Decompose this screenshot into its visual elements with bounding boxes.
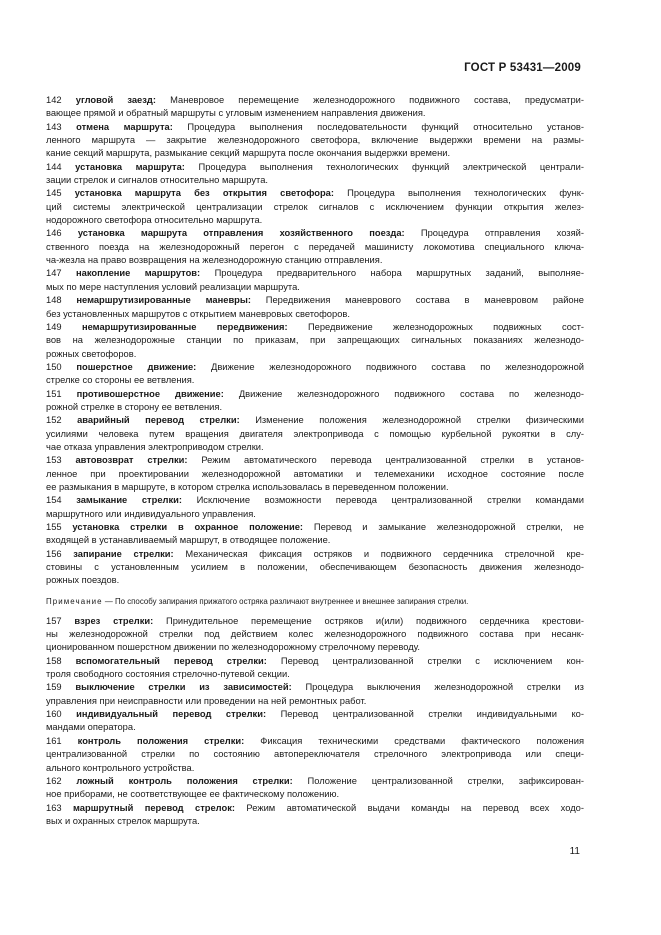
term-title: выключение стрелки из зависимостей:	[75, 682, 292, 693]
term-text: централизованной стрелки по состоянию автопереключателя стрелочного электропривода или специ-	[46, 749, 584, 760]
term-text: входящей в устанавливаемый маршрут, в отводящее положение.	[46, 535, 331, 546]
term-line	[46, 428, 584, 441]
term-text: Процедура предварительного набора маршрутных заданий, выполняе-	[214, 268, 584, 279]
term-line	[46, 548, 584, 561]
term-line	[46, 321, 584, 334]
term-line	[46, 161, 584, 174]
term-number: 149	[46, 321, 62, 332]
term-number: 154	[46, 495, 62, 506]
term-line	[46, 454, 584, 467]
term-title: накопление маршрутов:	[76, 268, 201, 279]
terms-group-1	[46, 94, 584, 588]
term-text: управления при неисправности или проведении на ней ремонтных работ.	[46, 695, 367, 706]
note	[46, 596, 584, 608]
term-text: вов на железнодорожные станции по приказам, при запрещающих сигнальных показаниях железнодо-	[46, 335, 584, 346]
term-entry	[46, 94, 584, 121]
term-line	[46, 748, 584, 761]
term-entry	[46, 454, 584, 494]
term-text: ное приборами, не соответствующее ее фактическому положению.	[46, 789, 340, 800]
term-text: рожных поездов.	[46, 575, 120, 586]
term-text: мандами оператора.	[46, 722, 136, 733]
term-text: Маневровое перемещение железнодорожного подвижного состава, предусматри-	[170, 95, 584, 105]
term-text: Режим автоматической выдачи команды на перевод всех ходо-	[246, 802, 584, 813]
term-line	[46, 695, 584, 708]
term-entry	[46, 655, 584, 682]
term-title: отмена маршрута:	[76, 121, 173, 132]
term-text: зации стрелок и сигналов относительно маршрута.	[46, 175, 269, 186]
term-text: ственного поезда на железнодорожный перегон с передачей машинисту локомотива специального ключа-	[46, 241, 584, 252]
term-text: мых по мере наступления условий реализации маршрута.	[46, 281, 300, 292]
term-line	[46, 388, 584, 401]
term-text: Принудительное перемещение остряков и(или) подвижного сердечника крестови-	[166, 615, 584, 626]
term-text: вых и охранных стрелок маршрута.	[46, 815, 200, 826]
terms-group-2	[46, 615, 584, 829]
term-number: 161	[46, 735, 62, 746]
term-text: Перевод централизованной стрелки индивидуальными ко-	[280, 709, 584, 720]
term-title: автовозврат стрелки:	[75, 455, 188, 466]
term-entry	[46, 388, 584, 415]
term-number: 159	[46, 682, 62, 693]
term-number: 163	[46, 802, 62, 813]
term-line	[46, 561, 584, 574]
term-title: установка маршрута отправления хозяйственного поезда:	[77, 228, 405, 239]
term-text: Процедура выполнения технологических функ-	[347, 188, 584, 199]
term-line	[46, 441, 584, 454]
term-number: 143	[46, 121, 62, 132]
term-text: Передвижения маневрового состава в маневровом районе	[265, 295, 584, 306]
term-line	[46, 574, 584, 587]
term-title: вспомогательный перевод стрелки:	[75, 655, 267, 666]
term-text: Движение железнодорожного подвижного состава по железнодорожной	[211, 361, 584, 372]
term-line	[46, 94, 584, 107]
term-text: рожных светофоров.	[46, 348, 137, 359]
term-entry	[46, 161, 584, 188]
term-title: индивидуальный перевод стрелки:	[76, 709, 267, 720]
term-line	[46, 174, 584, 187]
term-number: 158	[46, 655, 62, 666]
term-number: 155	[46, 522, 62, 532]
term-line	[46, 735, 584, 748]
term-title: немаршрутизированные передвижения:	[81, 321, 288, 332]
term-number: 153	[46, 455, 62, 466]
term-line	[46, 241, 584, 254]
term-text: ционированном пошерстном движении по железнодорожному стрелочному переводу.	[46, 642, 420, 653]
term-line	[46, 401, 584, 414]
term-title: установка маршрута без открытия светофора:	[74, 188, 334, 199]
note-text: — По способу запирания прижатого остряка различают внутреннее и внешнее запирания стрелки.	[104, 596, 469, 606]
term-text: кание секций маршрута, размыкание секций маршрута после окончания выдержки времени.	[46, 148, 451, 159]
term-entry	[46, 708, 584, 735]
term-line	[46, 227, 584, 240]
term-text: усилиями человека путем вращения двигателя электропривода с помощью курбельной рукоятки в слу-	[46, 428, 584, 439]
note-label: Примечание	[46, 596, 103, 606]
term-text: нодорожного светофора относительно маршрута.	[46, 215, 263, 226]
term-title: маршрутный перевод стрелок:	[73, 802, 235, 813]
term-entry	[46, 361, 584, 388]
term-line	[46, 374, 584, 387]
term-line	[46, 788, 584, 801]
term-line	[46, 187, 584, 200]
term-text: ленного маршрута — закрытие железнодорожного светофора, включение выдержки времени на размы-	[46, 135, 584, 146]
term-text: Положение централизованной стрелки, зафиксирован-	[307, 775, 584, 786]
term-text: Перевод и замыкание железнодорожной стрелки, не	[313, 522, 584, 532]
standard-number: ГОСТ Р 53431—2009	[464, 62, 581, 74]
page-number: 11	[569, 846, 580, 857]
term-number: 148	[46, 295, 62, 306]
term-line	[46, 134, 584, 147]
term-text: ча-жезла на право возвращения на железнодорожную станцию отправления.	[46, 255, 383, 266]
term-line	[46, 508, 584, 521]
term-number: 146	[46, 228, 62, 239]
term-entry	[46, 681, 584, 708]
term-title: замыкание стрелки:	[76, 495, 182, 506]
term-text: Процедура выполнения технологических функций электрической централи-	[198, 161, 584, 172]
term-line	[46, 775, 584, 788]
term-entry	[46, 187, 584, 227]
term-title: установка стрелки в охранное положение:	[72, 522, 304, 532]
term-text: ального контрольного устройства.	[46, 762, 195, 773]
term-entry	[46, 494, 584, 521]
term-title: запирание стрелки:	[73, 548, 174, 559]
term-line	[46, 481, 584, 494]
term-entry	[46, 227, 584, 267]
term-text: маршрутного или индивидуального управления.	[46, 508, 256, 519]
term-entry	[46, 321, 584, 361]
term-line	[46, 121, 584, 134]
term-line	[46, 815, 584, 828]
term-entry	[46, 521, 584, 548]
term-line	[46, 641, 584, 654]
term-title: пошерстное движение:	[76, 361, 197, 372]
term-text: Процедура отправления хозяй-	[420, 228, 584, 239]
term-line	[46, 254, 584, 267]
term-title: ложный контроль положения стрелки:	[76, 775, 293, 786]
term-line	[46, 281, 584, 294]
term-number: 145	[46, 188, 62, 199]
term-entry	[46, 802, 584, 829]
term-line	[46, 668, 584, 681]
term-title: немаршрутизированные маневры:	[76, 295, 251, 306]
term-text: чае отказа управления электроприводом стрелки.	[46, 441, 264, 452]
term-number: 157	[46, 615, 62, 626]
term-text: Режим автоматического перевода централизованной стрелки в установ-	[201, 455, 584, 466]
term-title: установка маршрута:	[75, 161, 185, 172]
term-entry	[46, 294, 584, 321]
term-text: без установленных маршрутов с открытием маневровых светофоров.	[46, 308, 350, 319]
term-text: ленное при проектировании железнодорожной автоматики и телемеханики исходное состояние после	[46, 468, 584, 479]
term-entry	[46, 735, 584, 775]
term-line	[46, 681, 584, 694]
term-line	[46, 107, 584, 120]
term-text: стрелке со стороны ее ветвления.	[46, 375, 195, 386]
terms-list	[46, 94, 584, 828]
term-text: вающее прямой и обратный маршруты с угловым изменением направления движения.	[46, 108, 426, 119]
term-line	[46, 494, 584, 507]
term-line	[46, 308, 584, 321]
term-entry	[46, 267, 584, 294]
term-line	[46, 214, 584, 227]
term-line	[46, 201, 584, 214]
term-title: контроль положения стрелки:	[77, 735, 245, 746]
term-entry	[46, 615, 584, 655]
term-line	[46, 534, 584, 547]
term-text: Перевод централизованной стрелки с исключением кон-	[280, 655, 584, 666]
term-number: 151	[46, 388, 62, 399]
term-line	[46, 414, 584, 427]
term-title: противошерстное движение:	[76, 388, 224, 399]
term-line	[46, 294, 584, 307]
term-line	[46, 267, 584, 280]
term-title: угловой заезд:	[75, 95, 156, 105]
term-text: Исключение возможности перевода централизованной стрелки командами	[196, 495, 584, 506]
term-entry	[46, 548, 584, 588]
term-line	[46, 802, 584, 815]
term-text: Фиксация техническими средствами фактического положения	[260, 735, 584, 746]
term-text: ее размыкания в маршруте, в котором стрелка использовалась в переведенном положении.	[46, 481, 449, 492]
term-text: Движение железнодорожного подвижного состава по железнодо-	[238, 388, 584, 399]
term-number: 142	[46, 95, 62, 105]
term-entry	[46, 121, 584, 161]
term-number: 162	[46, 775, 62, 786]
term-line	[46, 628, 584, 641]
term-text: Процедура выполнения последовательности функций относительно установ-	[187, 121, 584, 132]
term-text: стовины с установленным усилием в положении, обеспечивающем безопасность движения железнодо-	[46, 562, 584, 573]
term-number: 147	[46, 268, 62, 279]
term-number: 152	[46, 415, 62, 426]
term-line	[46, 655, 584, 668]
term-text: ны железнодорожной стрелки под действием колес железнодорожного подвижного состава при несанк-	[46, 629, 584, 640]
term-title: аварийный перевод стрелки:	[77, 415, 240, 426]
term-text: Изменение положения железнодорожной стрелки физическими	[255, 415, 584, 426]
term-line	[46, 147, 584, 160]
term-entry	[46, 775, 584, 802]
term-text: Передвижение железнодорожных подвижных сост-	[307, 321, 584, 332]
term-number: 160	[46, 709, 62, 720]
term-text: рожной стрелке в сторону ее ветвления.	[46, 401, 223, 412]
term-entry	[46, 414, 584, 454]
term-line	[46, 721, 584, 734]
term-line	[46, 762, 584, 775]
term-line	[46, 334, 584, 347]
term-line	[46, 521, 584, 534]
term-number: 150	[46, 361, 62, 372]
term-text: Механическая фиксация остряков и подвижного сердечника стрелочной кре-	[185, 548, 584, 559]
term-number: 144	[46, 161, 62, 172]
term-line	[46, 615, 584, 628]
term-line	[46, 708, 584, 721]
term-text: ций системы электрической централизации стрелок сигналов с исключением функции открытия желез-	[46, 201, 584, 212]
term-line	[46, 348, 584, 361]
term-line	[46, 468, 584, 481]
term-line	[46, 361, 584, 374]
term-text: троля свободного состояния стрелочно-путевой секции.	[46, 669, 290, 680]
term-title: взрез стрелки:	[74, 615, 154, 626]
term-text: Процедура выключения железнодорожной стрелки из	[305, 682, 584, 693]
term-number: 156	[46, 548, 62, 559]
